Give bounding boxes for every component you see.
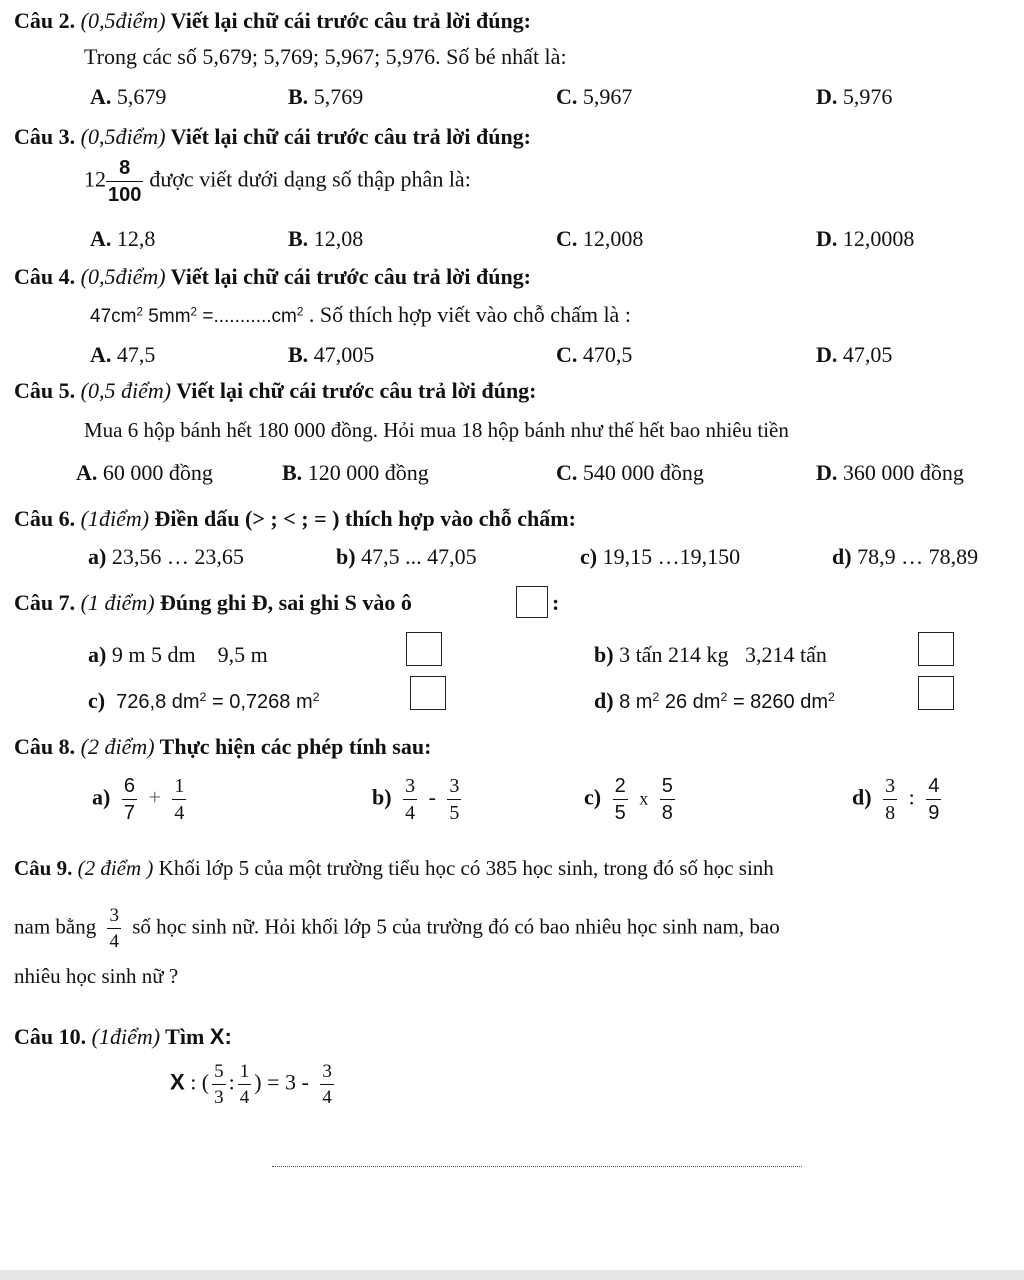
q7-heading-colon: :	[552, 590, 560, 615]
q7-answer-box-d[interactable]	[918, 676, 954, 710]
q5-option-a: A. 60 000 đồng	[76, 460, 213, 485]
q4-option-b: B. 47,005	[288, 342, 375, 367]
q6-heading: Câu 6. (1điểm) Điền dấu (> ; < ; = ) thích hợp vào chỗ chấm:	[14, 506, 576, 531]
answer-dotted-line	[272, 1166, 802, 1167]
q9-line1: Câu 9. (2 điểm ) Khối lớp 5 của một trường tiểu học có 385 học sinh, trong đó số học sinh	[14, 856, 774, 880]
q3-option-a: A. 12,8	[90, 226, 156, 251]
q4-question: $47cm^2$ $5mm^2 =...........cm^2$ . Số thích hợp viết vào chỗ chấm là :	[90, 302, 631, 327]
q3-question: 12 $\frac{8}{100}$ được viết dưới dạng số thập phân là:	[84, 157, 471, 206]
q4-option-a: A. 47,5	[90, 342, 156, 367]
q7-answer-box-c[interactable]	[410, 676, 446, 710]
q8-heading: Câu 8. (2 điểm) Thực hiện các phép tính sau:	[14, 734, 432, 759]
q8-item-b: b) $\frac{3}{4}$ - $\frac{3}{5}$	[372, 775, 460, 824]
q7-answer-box-b[interactable]	[918, 632, 954, 666]
q2-option-d: D. 5,976	[816, 84, 893, 109]
q7-item-a: a) 9 m 5 dm 9,5 m	[88, 642, 268, 667]
q8-item-a: a) $\frac{6}{7}$ + $\frac{1}{4}$	[92, 775, 185, 824]
q7-answer-box-a[interactable]	[406, 632, 442, 666]
q3-fraction: $\frac{8}{100}$	[108, 157, 142, 206]
q5-option-d: D. 360 000 đồng	[816, 460, 964, 485]
q9-line3: nhiêu học sinh nữ ?	[14, 964, 179, 988]
q6-item-b: b) 47,5 ... 47,05	[336, 544, 477, 569]
q6-item-a: a) 23,56 … 23,65	[88, 544, 244, 569]
q3-option-d: D. 12,0008	[816, 226, 915, 251]
q3-option-b: B. 12,08	[288, 226, 364, 251]
q7-item-b: b) 3 tấn 214 kg 3,214 tấn	[594, 642, 827, 667]
q4-heading: Câu 4. (0,5điểm) Viết lại chữ cái trước câu trả lời đúng:	[14, 264, 532, 289]
q2-option-b: B. 5,769	[288, 84, 364, 109]
q2-option-c: C. 5,967	[556, 84, 633, 109]
q5-option-c: C. 540 000 đồng	[556, 460, 704, 485]
q7-heading-answer-box	[516, 586, 548, 618]
q9-fraction: $\frac{3}{4}$	[109, 905, 119, 952]
q10-expression: X : ( $\frac{5}{3}$ : $\frac{1}{4}$ ) = 3 - $\frac{3}{4}$	[170, 1061, 332, 1108]
q9-line2: nam bằng $\frac{3}{4}$ số học sinh nữ. Hỏi khối lớp 5 của trường đó có bao nhiêu học sinh nam, bao	[14, 905, 780, 952]
q8-item-d: d) $\frac{3}{8}$ : $\frac{4}{9}$	[852, 775, 940, 824]
q2-heading: Câu 2. (0,5điểm) Viết lại chữ cái trước câu trả lời đúng:	[14, 8, 532, 33]
q3-option-c: C. 12,008	[556, 226, 644, 251]
q5-question: Mua 6 hộp bánh hết 180 000 đồng. Hỏi mua 18 hộp bánh như thế hết bao nhiêu tiền	[84, 418, 789, 442]
q6-item-c: c) 19,15 …19,150	[580, 544, 741, 569]
q8-item-c: c) $\frac{2}{5}$ x $\frac{5}{8}$	[584, 775, 673, 824]
q7-item-d: d) 8 $m^2$ 26 $dm^2 = 8260$ $dm^2$	[594, 688, 835, 713]
q6-item-d: d) 78,9 … 78,89	[832, 544, 979, 569]
q10-heading: Câu 10. (1điểm) Tìm X:	[14, 1024, 232, 1049]
q5-heading: Câu 5. (0,5 điểm) Viết lại chữ cái trước câu trả lời đúng:	[14, 378, 537, 403]
q3-heading: Câu 3. (0,5điểm) Viết lại chữ cái trước câu trả lời đúng:	[14, 124, 532, 149]
q5-option-b: B. 120 000 đồng	[282, 460, 429, 485]
page-bottom-edge	[0, 1270, 1024, 1280]
q7-item-c: c) 726,8 $dm^2 = 0,7268$ $m^2$	[88, 688, 320, 713]
q4-option-d: D. 47,05	[816, 342, 893, 367]
q2-option-a: A. 5,679	[90, 84, 167, 109]
q7-heading: Câu 7. (1 điểm) Đúng ghi Đ, sai ghi S vào ô	[14, 590, 412, 615]
q2-question: Trong các số 5,679; 5,769; 5,967; 5,976. Số bé nhất là:	[84, 44, 567, 69]
q4-option-c: C. 470,5	[556, 342, 633, 367]
